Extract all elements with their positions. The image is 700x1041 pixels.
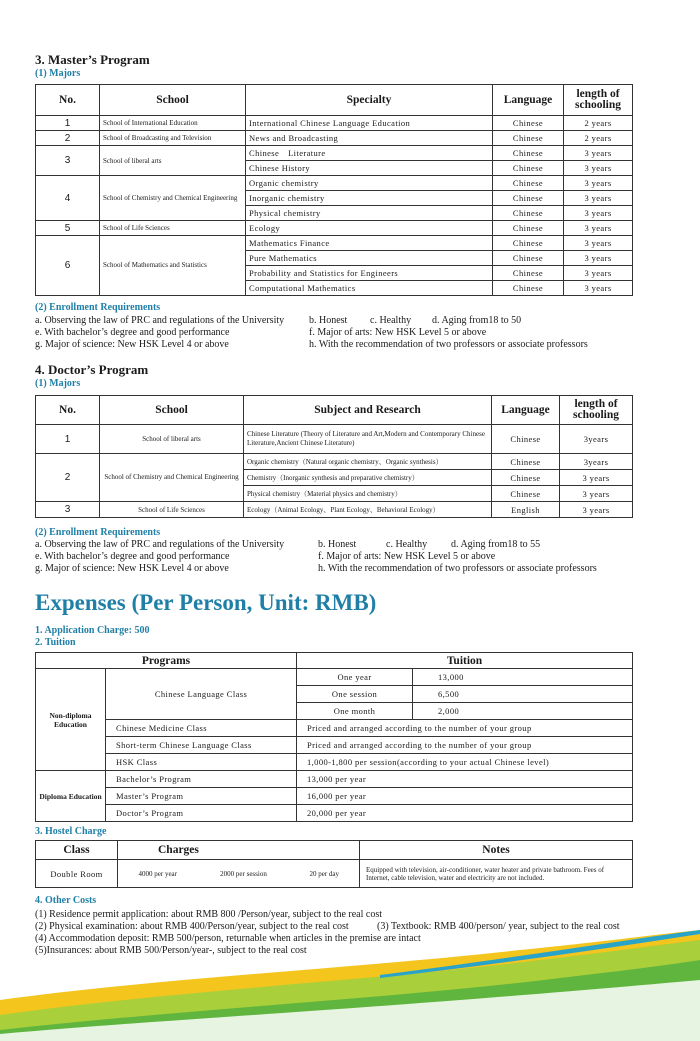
- masters-majors-table: [35, 84, 633, 296]
- tuition-table: Programs Tuition Non-diploma Education Chinese Language Class One year 13,000 One session 6,500 One month 2,000 Chinese Medicine Class Priced and arranged according to the number of your group Short-term Chinese Language Class Priced and arranged according to the number of your group HSK Class 1,000-1,800 per session(according to your actual Chinese level) Diploma Education Bachelor’s Program 13,000 per year Master’s Program 16,000 per year Doctor’s Program 20,000 per year: [35, 652, 633, 822]
- doctors-req-h: h. With the recommendation of two professors or associate professors: [318, 563, 597, 574]
- col-no: No.: [36, 396, 100, 425]
- doctors-majors-label: (1) Majors: [35, 378, 81, 389]
- doctors-req-d: d. Aging from18 to 55: [451, 539, 541, 550]
- chinese-language-class: Chinese Language Class: [106, 669, 297, 720]
- masters-req-a: a. Observing the law of PRC and regulations of the University: [35, 315, 285, 326]
- col-programs: Programs: [36, 653, 297, 669]
- footer-swoosh-graphic: [0, 920, 700, 1041]
- table-row: Pure Mathematics Chinese 3 years: [36, 251, 633, 266]
- expenses-title: Expenses (Per Person, Unit: RMB): [35, 590, 377, 615]
- col-school: School: [100, 396, 244, 425]
- table-row: 2 School of Chemistry and Chemical Engineering Organic chemistry（Natural organic chemistry、Organic synthesis） Chinese 3years: [36, 454, 633, 470]
- other-cost-3: (3) Textbook: RMB 400/person/ year, subject to the real cost: [377, 921, 620, 932]
- doctors-req-g: g. Major of science: New HSK Level 4 or above: [35, 563, 229, 574]
- col-school: School: [100, 85, 246, 116]
- non-diploma-label: Non-diploma Education: [36, 669, 106, 771]
- doctors-req-b: b. Honest: [318, 539, 357, 550]
- table-row: Physical chemistry Chinese 3 years: [36, 206, 633, 221]
- table-row: Inorganic chemistry Chinese 3 years: [36, 191, 633, 206]
- table-row: 1 School of liberal arts Chinese Literature (Theory of Literature and Art,Modern and Contemporary Chinese Literature,Ancient Chinese Literature) Chinese 3years: [36, 425, 633, 454]
- doctors-req-a: a. Observing the law of PRC and regulations of the University: [35, 539, 285, 550]
- table-row: Chinese History Chinese 3 years: [36, 161, 633, 176]
- other-costs-label: 4. Other Costs: [35, 895, 97, 906]
- col-charges: Charges: [118, 841, 360, 860]
- table-row: 6 School of Mathematics and Statistics Mathematics Finance Chinese 3 years: [36, 236, 633, 251]
- table-row: 1 School of International Education International Chinese Language Education Chinese 2 years: [36, 116, 633, 131]
- masters-req-c: c. Healthy: [370, 315, 412, 326]
- doctors-majors-table: [35, 395, 633, 518]
- diploma-label: Diploma Education: [36, 771, 106, 822]
- table-row: Chemistry（Inorganic synthesis and preparative chemistry） Chinese 3 years: [36, 470, 633, 486]
- col-specialty: Specialty: [246, 85, 493, 116]
- doctors-heading: 4. Doctor’s Program: [35, 362, 149, 377]
- tuition-label: 2. Tuition: [35, 637, 76, 648]
- col-subject: Subject and Research: [244, 396, 492, 425]
- masters-req-h: h. With the recommendation of two professors or associate professors: [309, 339, 588, 350]
- col-length: length of schooling: [564, 85, 633, 116]
- col-length: length of schooling: [560, 396, 633, 425]
- masters-req-e: e. With bachelor’s degree and good performance: [35, 327, 230, 338]
- table-row: Physical chemistry（Material physics and chemistry） Chinese 3 years: [36, 486, 633, 502]
- doctors-req-f: f. Major of arts: New HSK Level 5 or above: [318, 551, 496, 562]
- col-language: Language: [493, 85, 564, 116]
- table-row: 3 School of liberal arts Chinese Literature Chinese 3 years: [36, 146, 633, 161]
- other-cost-2: (2) Physical examination: about RMB 400/Person/year, subject to the real cost: [35, 921, 349, 932]
- hostel-label: 3. Hostel Charge: [35, 826, 107, 837]
- table-row: Probability and Statistics for Engineers Chinese 3 years: [36, 266, 633, 281]
- col-no: No.: [36, 85, 100, 116]
- table-row: 3 School of Life Sciences Ecology（Animal Ecology、Plant Ecology、Behavioral Ecology） English 3 years: [36, 502, 633, 518]
- masters-heading: 3. Master’s Program: [35, 52, 150, 67]
- masters-req-d: d. Aging from18 to 50: [432, 315, 522, 326]
- doctors-req-e: e. With bachelor’s degree and good performance: [35, 551, 230, 562]
- masters-req-label: (2) Enrollment Requirements: [35, 302, 161, 313]
- col-notes: Notes: [360, 841, 633, 860]
- doctors-req-label: (2) Enrollment Requirements: [35, 527, 161, 538]
- col-tuition: Tuition: [297, 653, 633, 669]
- masters-req-f: f. Major of arts: New HSK Level 5 or above: [309, 327, 487, 338]
- table-row: Double Room 4000 per year 2000 per session 20 per day Equipped with television, air-conditioner, water heater and private bathroom. Fees of Internet, cable television, water and electricity are not included.: [36, 860, 633, 888]
- table-row: 2 School of Broadcasting and Television News and Broadcasting Chinese 2 years: [36, 131, 633, 146]
- doctors-req-c: c. Healthy: [386, 539, 428, 550]
- other-cost-1: (1) Residence permit application: about RMB 800 /Person/year, subject to the real cost: [35, 909, 383, 920]
- table-row: Computational Mathematics Chinese 3 years: [36, 281, 633, 296]
- col-language: Language: [492, 396, 560, 425]
- col-class: Class: [36, 841, 118, 860]
- hostel-table: [35, 840, 633, 888]
- masters-req-b: b. Honest: [309, 315, 348, 326]
- masters-majors-label: (1) Majors: [35, 68, 81, 79]
- other-cost-4: (4) Accommodation deposit: RMB 500/person, returnable when articles in the premise are intact: [35, 933, 421, 944]
- table-row: 4 School of Chemistry and Chemical Engineering Organic chemistry Chinese 3 years: [36, 176, 633, 191]
- table-row: 5 School of Life Sciences Ecology Chinese 3 years: [36, 221, 633, 236]
- other-cost-5: (5)Insurances: about RMB 500/Person/year-, subject to the real cost: [35, 945, 307, 956]
- masters-req-g: g. Major of science: New HSK Level 4 or above: [35, 339, 229, 350]
- application-charge: 1. Application Charge: 500: [35, 625, 150, 636]
